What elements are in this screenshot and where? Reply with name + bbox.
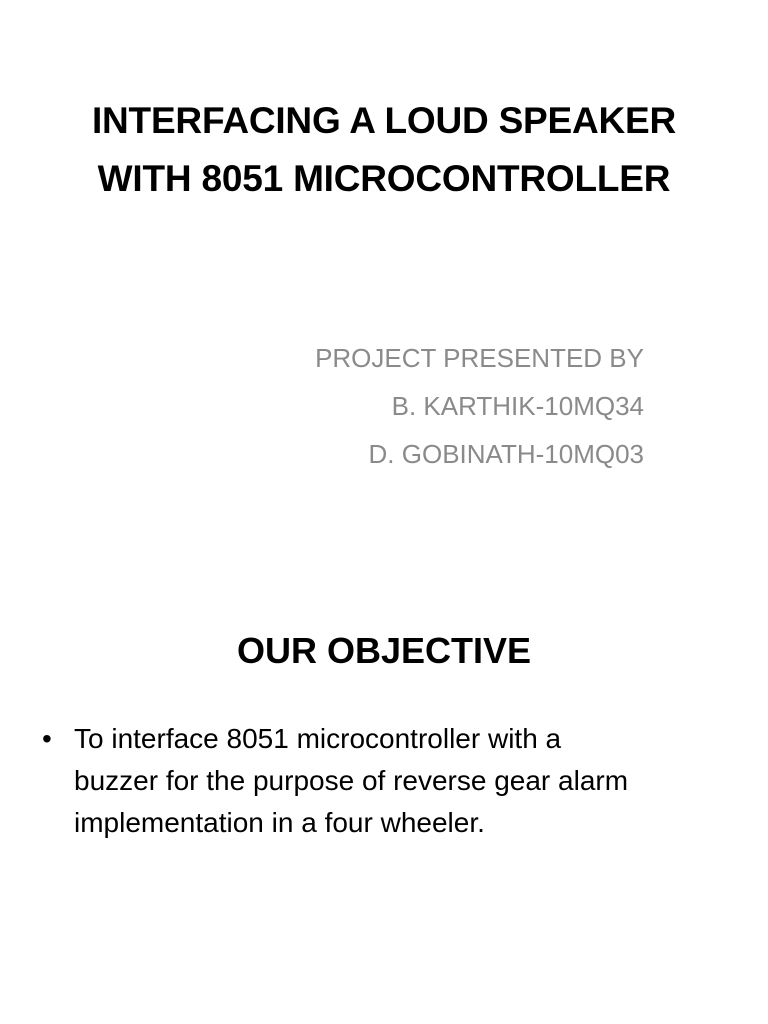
presenter-block	[315, 334, 644, 478]
objective-bullet-list	[42, 718, 722, 844]
title-slide	[0, 0, 768, 500]
objective-heading: OUR OBJECTIVE	[236, 630, 532, 671]
objective-text-line-2: buzzer for the purpose of reverse gear alarm	[74, 765, 629, 796]
slide-title	[40, 92, 728, 208]
presenter-name-1: B. KARTHIK-10MQ34	[391, 391, 644, 421]
objective-text-line-1: To interface 8051 microcontroller with a	[74, 723, 562, 754]
bullet-dot-icon: •	[42, 723, 52, 754]
objective-slide	[0, 560, 768, 1024]
objective-bullet	[42, 718, 722, 844]
objective-text-line-3: implementation in a four wheeler.	[74, 807, 485, 838]
slide-title-line-1: INTERFACING A LOUD SPEAKER	[91, 100, 677, 141]
presenter-heading: PROJECT PRESENTED BY	[315, 343, 644, 373]
presenter-name-2: D. GOBINATH-10MQ03	[368, 439, 644, 469]
slide-title-line-2: WITH 8051 MICROCONTROLLER	[97, 158, 671, 199]
